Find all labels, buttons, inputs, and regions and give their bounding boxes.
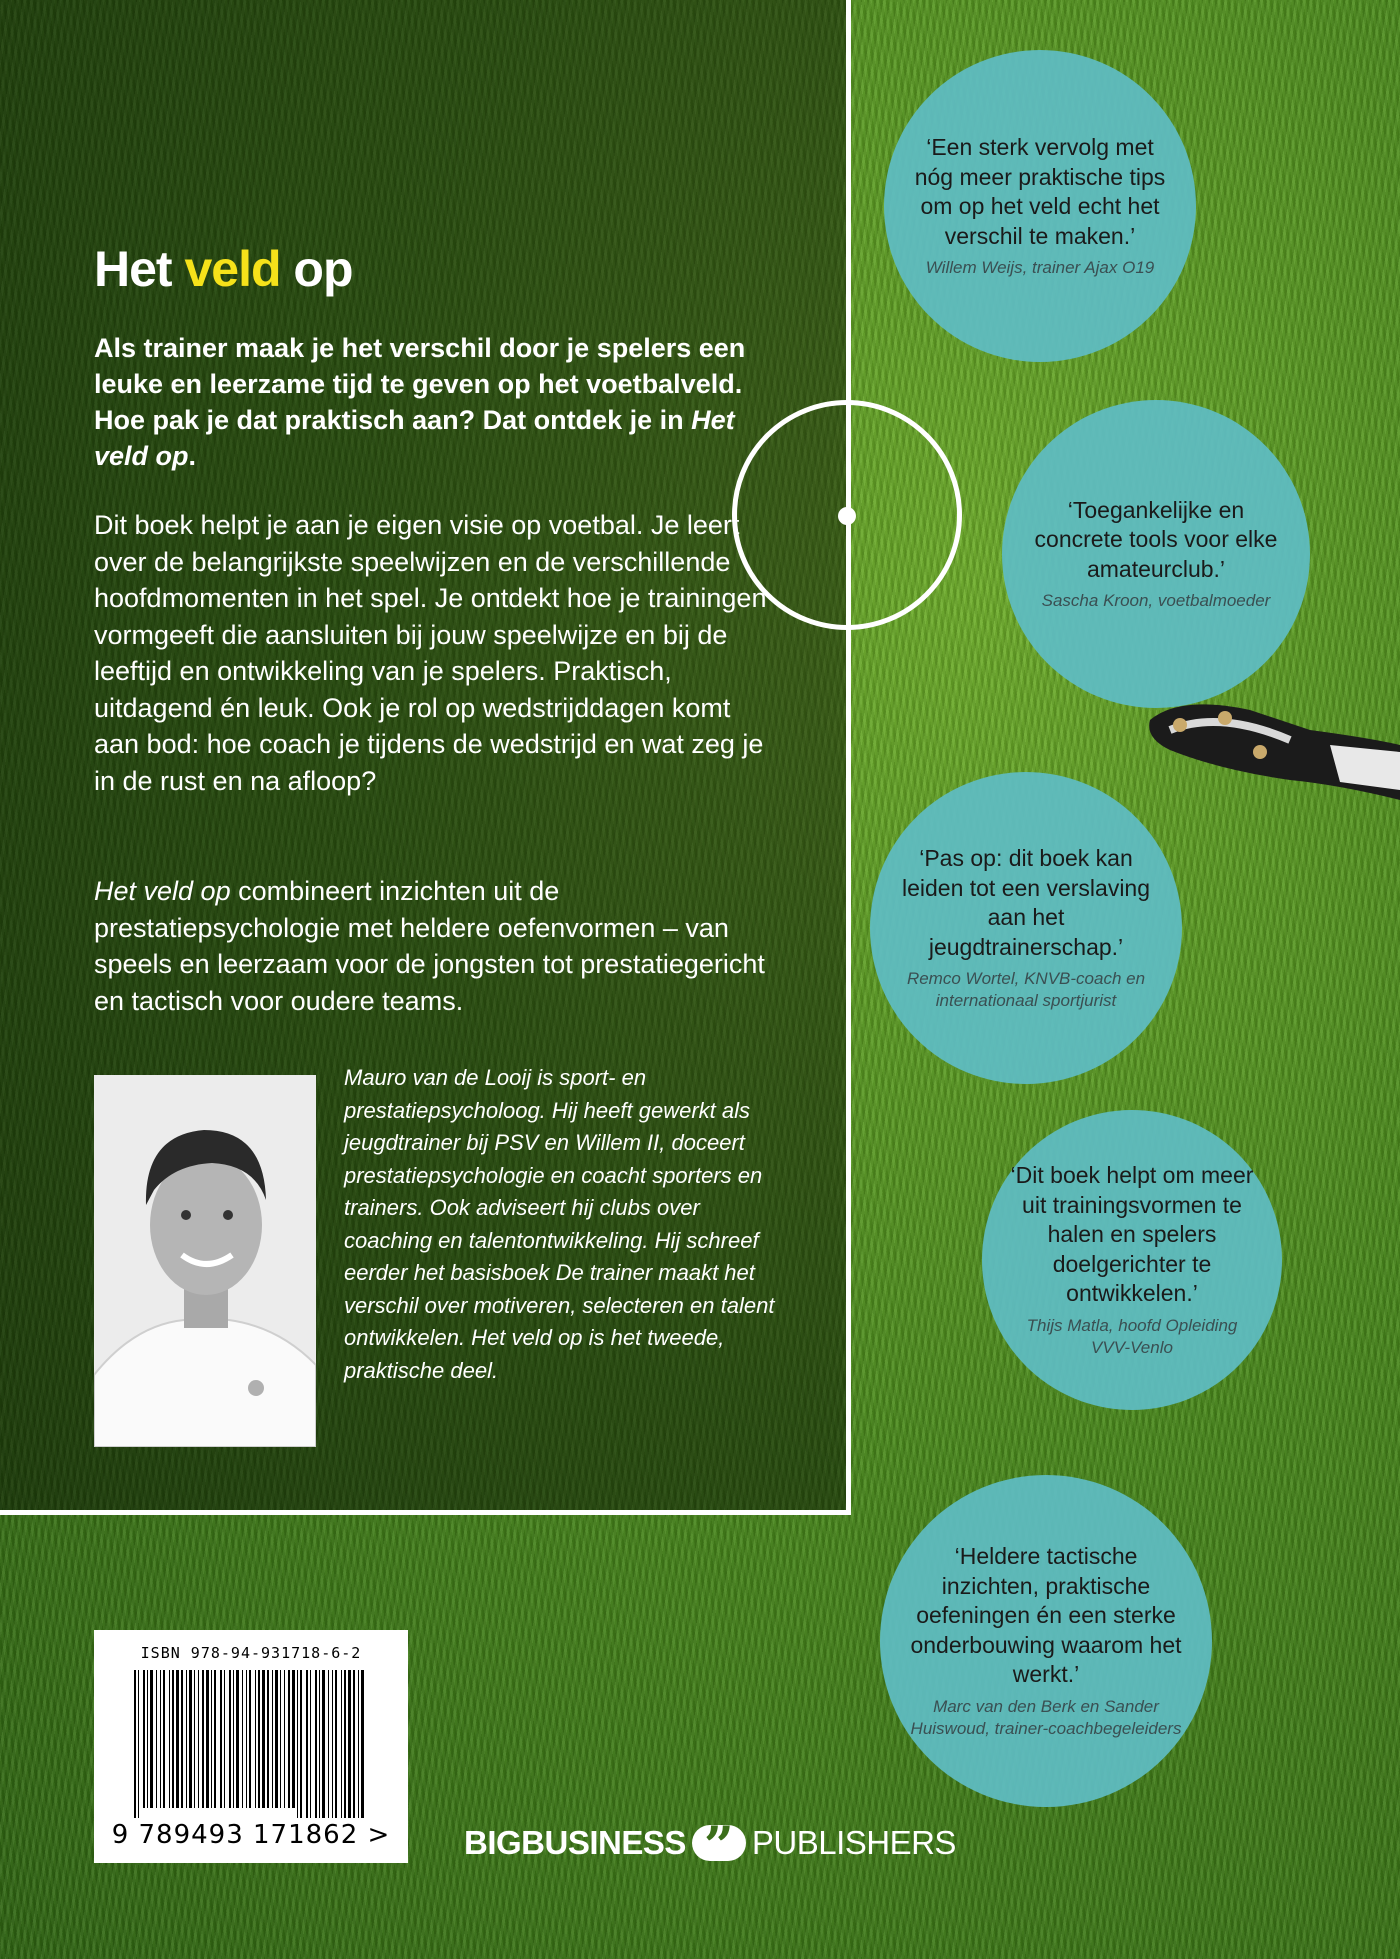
quote-text: ‘Toegankelijke en concrete tools voor elke amateurclub.’ xyxy=(1034,496,1278,582)
para2-text: combineert inzichten uit de prestatiepsychologie met heldere oefenvormen – van speels en leerzaam voor de jongsten tot prestatiegericht en tactisch voor oudere teams. xyxy=(94,876,765,1016)
quote-source: Sascha Kroon, voetbalmoeder xyxy=(1041,591,1271,611)
quote-bubble xyxy=(884,50,1196,362)
quote-text: ‘Pas op: dit boek kan leiden tot een verslaving aan het jeugdtrainerschap.’ xyxy=(901,845,1151,960)
quote-mark-icon xyxy=(692,1825,746,1861)
quote-bubble xyxy=(1002,400,1310,708)
halfway-line xyxy=(846,0,851,1515)
intro-text: Als trainer maak je het verschil door je spelers een leuke en leerzame tijd te geven op het voetbalveld. Hoe pak je dat praktisch aan? Dat ontdek je in xyxy=(94,333,746,435)
quote-bubble xyxy=(870,772,1182,1084)
author-bio: Mauro van de Looij is sport- en prestatiepsycholoog. Hij heeft gewerkt als jeugdtrainer bij PSV en Willem II, doceert prestatiepsychologie en coacht sporters en trainers. Ook adviseert hij clubs over coaching en talentontwikkeling. Hij schreef eerder het basisboek De trainer maakt het verschil over motiveren, selecteren en talent ontwikkelen. Het veld op is het tweede, praktische deel. xyxy=(344,1065,775,1383)
barcode-bars xyxy=(134,1670,370,1818)
quote-source: Marc van den Berk en Sander Huiswoud, trainer-coachbegeleiders xyxy=(910,1696,1182,1738)
isbn-number: ISBN 978-94-931718-6-2 xyxy=(140,1644,362,1662)
quote-text: ‘Heldere tactische inzichten, praktische oefeningen én een sterke onderbouwing waarom het werkt.’ xyxy=(910,1543,1182,1688)
quote-source: Remco Wortel, KNVB-coach en internationaal sportjurist xyxy=(906,969,1146,1010)
touch-line xyxy=(0,1510,851,1515)
quote-bubble xyxy=(880,1475,1212,1807)
intro-end: . xyxy=(188,441,197,471)
quote-source: Willem Weijs, trainer Ajax O19 xyxy=(925,258,1155,277)
quote-text: ‘Een sterk vervolg met nóg meer praktische tips om op het veld echt het verschil te maken.’ xyxy=(914,134,1166,249)
isbn-barcode xyxy=(94,1630,408,1863)
publisher-logo xyxy=(464,1822,956,1864)
title-highlight: veld xyxy=(184,241,281,297)
quote-bubble xyxy=(982,1110,1282,1410)
publisher-name-bold: BIGBUSINESS xyxy=(464,1824,686,1861)
title-pre: Het xyxy=(94,241,185,297)
quote-source: Thijs Matla, hoofd Opleiding VVV-Venlo xyxy=(1026,1315,1238,1357)
author-photo xyxy=(94,1075,316,1447)
center-spot xyxy=(838,507,856,525)
intro-book-title: Het veld op xyxy=(94,405,735,471)
para2-book-title: Het veld op xyxy=(94,876,231,906)
book-title xyxy=(94,240,353,298)
barcode-digits: 9 789493 171862 > xyxy=(111,1820,391,1850)
intro-paragraph xyxy=(94,330,794,474)
description-paragraph: Dit boek helpt je aan je eigen visie op voetbal. Je leert over de belangrijkste speelwijzen en de verschillende hoofdmomenten in het spel. Je ontdekt hoe je trainingen vormgeeft die aansluiten bij jouw speelwijze en bij de leeftijd en ontwikkeling van je spelers. Praktisch, uitdagend én leuk. Ook je rol op wedstrijddagen komt aan bod: hoe coach je tijdens de wedstrijd en wat zeg je in de rust en na afloop? xyxy=(94,510,767,796)
title-post: op xyxy=(280,241,353,297)
combination-paragraph xyxy=(94,873,774,1019)
football-boot-icon xyxy=(1140,690,1400,820)
publisher-name-light: PUBLISHERS xyxy=(751,1824,956,1861)
quote-text: ‘Dit boek helpt om meer uit trainingsvormen te halen en spelers doelgerichter te ontwikkelen.’ xyxy=(1010,1162,1254,1307)
